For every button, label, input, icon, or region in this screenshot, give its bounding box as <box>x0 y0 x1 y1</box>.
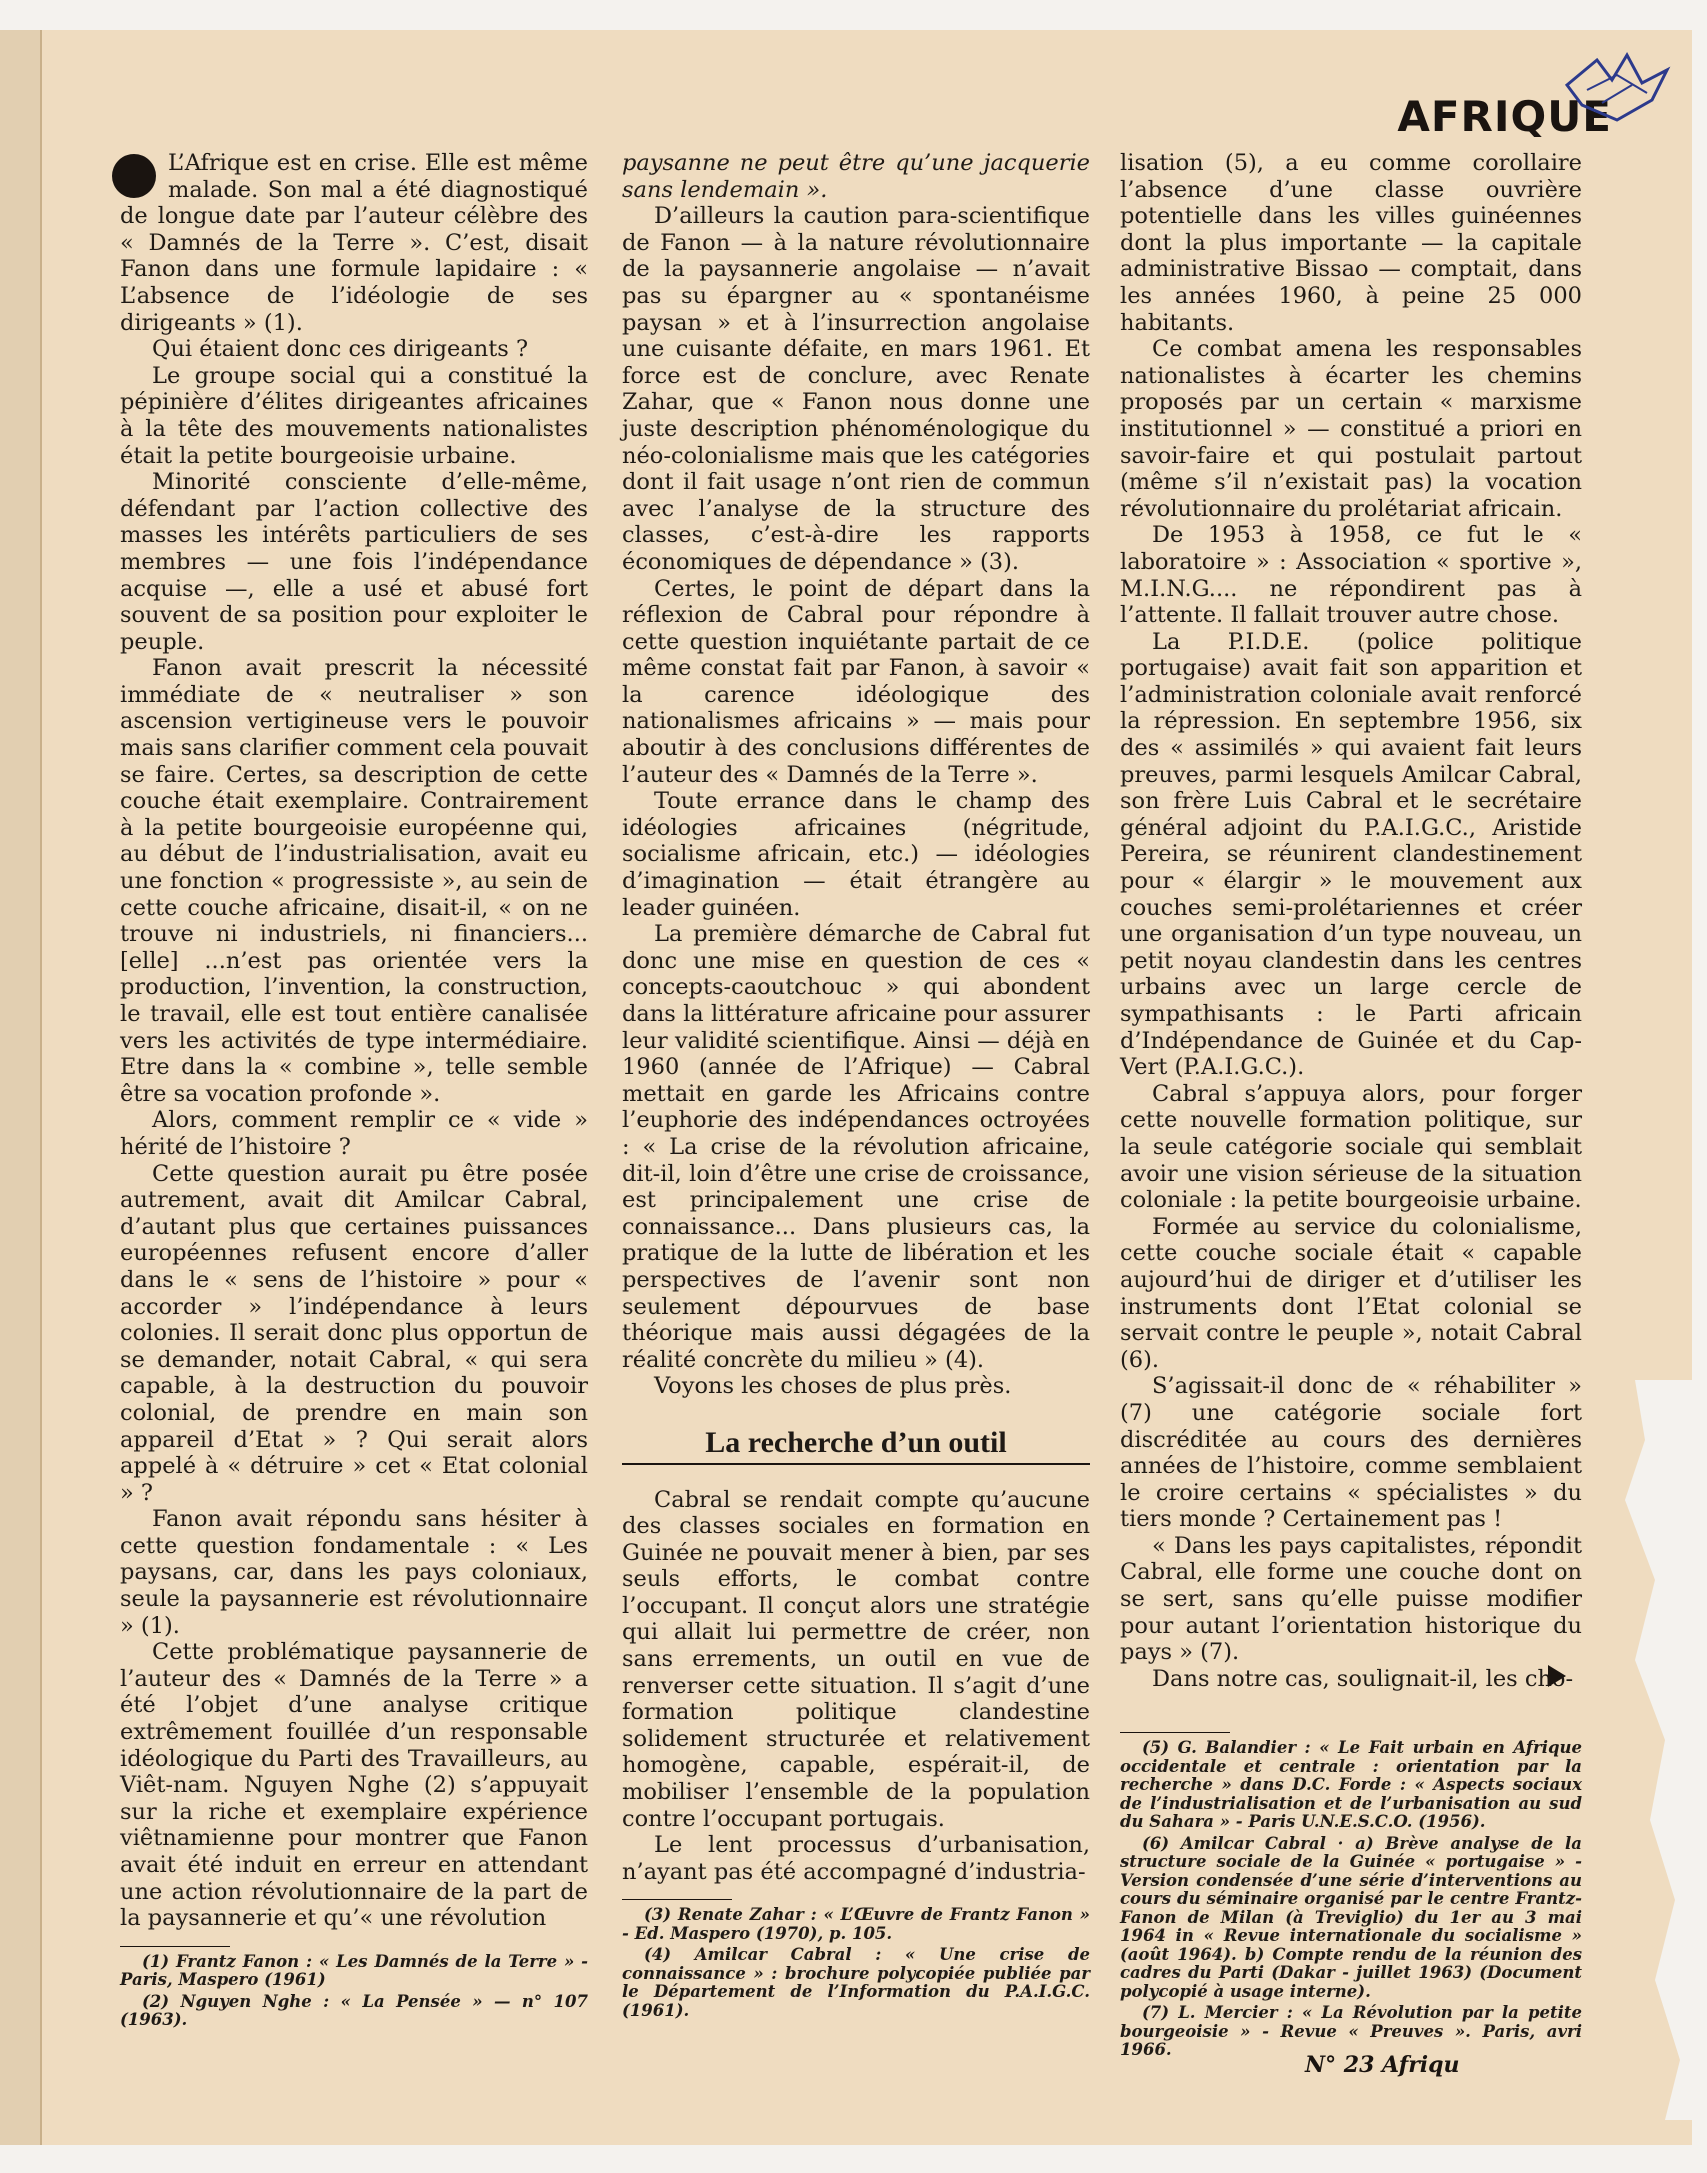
paragraph: Toute errance dans le champ des idéologies africaines (négritude, socialisme africain, etc.) — idéologies d’imagination — était étrangère au leader guinéen. <box>622 788 1090 921</box>
footnote-rule <box>120 1946 230 1947</box>
paragraph: Certes, le point de départ dans la réflexion de Cabral pour répondre à cette question inquiétante partait de ce même constat fait par Fanon, à savoir « la carence idéologique des nationalismes africains » — mais pour aboutir à des conclusions différentes de l’auteur des « Damnés de la Terre ». <box>622 575 1090 788</box>
paragraph: Dans notre cas, soulignait-il, les cho- <box>1152 1665 1574 1692</box>
paragraph: La P.I.D.E. (police politique portugaise) avait fait son apparition et l’administration coloniale avait renforcé la répression. En septembre 1956, six des « assimilés » qui avaient fait leurs preuves, parmi lesquels Amilcar Cabral, son frère Luis Cabral et le secrétaire général adjoint du P.A.I.G.C., Aristide Pereira, se réunirent clandestinement pour « élargir » le mouvement aux couches semi-prolétariennes et créer une organisation d’un type nouveau, un petit noyau clandestin dans les centres urbains avec un large cercle de sympathisants : le Parti africain d’Indépendance de Guinée et du Cap-Vert (P.A.I.G.C.). <box>1120 628 1582 1081</box>
footnotes <box>1120 1739 1582 2060</box>
column-1 <box>120 150 588 2033</box>
paragraph: « Dans les pays capitalistes, répondit Cabral, elle forme une couche dont on se sert, sans qu’elle puisse modifier pour autant l’orientation historique du pays » (7). <box>1120 1532 1582 1666</box>
paragraph: S’agissait-il donc de « réhabiliter » (7) une catégorie sociale fort discréditée au cours des dernières années de l’histoire, comme semblaient le croire certains « spécialistes » du tiers monde ? Certainement pas ! <box>1120 1373 1582 1533</box>
paragraph: Cabral se rendait compte qu’aucune des classes sociales en formation en Guinée ne pouvait mener à bien, par ses seuls efforts, le combat contre l’occupant. Il conçut alors une stratégie qui allait lui permettre de créer, non sans errements, un outil en vue de renverser cette situation. Il s’agit d’une formation politique clandestine solidement structurée et relativement homogène, capable, espérait-il, de mobiliser l’ensemble de la population contre l’occupant portugais. <box>622 1486 1090 1832</box>
paragraph: L’Afrique est en crise. Elle est même malade. Son mal a été diagnostiqué de longue date par l’auteur célèbre des « Damnés de la Terre ». C’est, disait Fanon dans une formule lapidaire : « L’absence de l’idéologie de ses dirigeants » (1). <box>120 150 588 336</box>
footnotes <box>622 1906 1090 2020</box>
paragraph: lisation (5), a eu comme corollaire l’absence d’une classe ouvrière potentielle dans les villes guinéennes dont la plus importante — la capitale administrative Bissao — comptait, dans les années 1960, à peine 25 000 habitants. <box>1120 150 1582 336</box>
footnote: (6) Amilcar Cabral · a) Brève analyse de la structure sociale de la Guinée « portugaise » - Version condensée d’une série d’interventions au cours du séminaire organisé par le centre Frantz-Fanon de Milan (à Treviglio) du 1er au 3 mai 1964 in « Revue internationale du socialisme » (août 1964). b) Compte rendu de la réunion des cadres du Parti (Dakar - juillet 1963) (Document polycopié à usage interne). <box>1120 1833 1582 2001</box>
torn-edge <box>1515 1380 1707 2120</box>
footnote-rule <box>622 1899 732 1900</box>
paragraph: Qui étaient donc ces dirigeants ? <box>152 336 529 363</box>
footnote-rule <box>1120 1732 1230 1733</box>
paragraph: paysanne ne peut être qu’une jacquerie sans lendemain ». <box>622 150 1090 203</box>
paragraph: Alors, comment remplir ce « vide » hérité de l’histoire ? <box>120 1107 588 1160</box>
paragraph: Le groupe social qui a constitué la pépinière d’élites dirigeantes africaines à la tête des mouvements nationalistes était la petite bourgeoisie urbaine. <box>120 362 588 469</box>
section-header: AFRIQUE <box>1397 92 1612 141</box>
footnotes <box>120 1953 588 2030</box>
paragraph: Le lent processus d’urbanisation, n’ayant pas été accompagné d’industria- <box>622 1832 1090 1885</box>
paragraph: D’ailleurs la caution para-scientifique de Fanon — à la nature révolutionnaire de la paysannerie angolaise — n’avait pas su épargner au « spontanéisme paysan » et à l’insurrection angolaise une cuisante défaite, en mars 1961. Et force est de conclure, avec Renate Zahar, que « Fanon nous donne une juste description phénoménologique du néo-colonialisme mais que les catégories dont il fait usage n’ont rien de commun avec l’analyse de la structure des classes, c’est-à-dire les rapports économiques de dépendance » (3). <box>622 203 1090 575</box>
footnote: (5) G. Balandier : « Le Fait urbain en Afrique occidentale et centrale : orientation par la recherche » dans D.C. Forde : « Aspects sociaux de l’industrialisation et de l’urbanisation au sud du Sahara » - Paris U.N.E.S.C.O. (1956). <box>1120 1738 1582 1832</box>
footnote: (3) Renate Zahar : « L’Œuvre de Frantz Fanon » - Ed. Maspero (1970), p. 105. <box>622 1905 1090 1943</box>
bullet-icon <box>112 154 156 198</box>
ink-stamp-icon <box>1557 45 1677 130</box>
footnote: (2) Nguyen Nghe : « La Pensée » — n° 107 (1963). <box>120 1991 588 2030</box>
paragraph: La première démarche de Cabral fut donc une mise en question de ces « concepts-caoutchouc » qui abondent dans la littérature africaine pour assurer leur validité scientifique. Ainsi — déjà en 1960 (année de l’Afrique) — Cabral mettait en garde les Africains contre l’euphorie des indépendances octroyées : « La crise de la révolution africaine, dit-il, loin d’être une crise de croissance, est principalement une crise de connaissance... Dans plusieurs cas, la pratique de la lutte de libération et les perspectives de l’avenir sont non seulement dépourvues de base théorique mais aussi dégagées de la réalité concrète du milieu » (4). <box>622 921 1090 1373</box>
paragraph: Formée au service du colonialisme, cette couche sociale était « capable aujourd’hui de diriger et d’utiliser les instruments dont l’Etat colonial se servait contre le peuple », notait Cabral (6). <box>1120 1213 1582 1373</box>
footnote: (1) Frantz Fanon : « Les Damnés de la Terre » - Paris, Maspero (1961) <box>120 1951 588 1990</box>
paragraph: Ce combat amena les responsables nationalistes à écarter les chemins proposés par un certain « marxisme institutionnel » — constitué a priori en savoir-faire et qui postulait partout (même s’il n’existait pas) la vocation révolutionnaire du prolétariat africain. <box>1120 336 1582 522</box>
column-2 <box>622 150 1090 2023</box>
column-3 <box>1120 150 1582 2063</box>
paragraph: Fanon avait prescrit la nécessité immédiate de « neutraliser » son ascension vertigineuse vers le pouvoir mais sans clarifier comment cela pouvait se faire. Certes, sa description de cette couche était exemplaire. Contrairement à la petite bourgeoisie européenne qui, au début de l’industrialisation, avait eu une fonction « progressiste », au sein de cette couche africaine, disait-il, « on ne trouve ni industriels, ni financiers... [elle] ...n’est pas orientée vers la production, l’invention, la construction, le travail, elle est tout entière canalisée vers les activités de type intermédiaire. Etre dans la « combine », telle semble être sa vocation profonde ». <box>120 655 588 1107</box>
paragraph: Cabral s’appuya alors, pour forger cette nouvelle formation politique, sur la seule catégorie sociale qui semblait avoir une vision sérieuse de la situation coloniale : la petite bourgeoisie urbaine. <box>1120 1080 1582 1214</box>
footnote: (4) Amilcar Cabral : « Une crise de connaissance » : brochure polycopiée publiée par le Département de l’Information du P.A.I.G.C. (1961). <box>622 1945 1090 2020</box>
paragraph: Cette question aurait pu être posée autrement, avait dit Amilcar Cabral, d’autant plus que certaines puissances européennes refusent encore d’aller dans le « sens de l’histoire » pour « accorder » l’indépendance à leurs colonies. Il serait donc plus opportun de se demander, notait Cabral, « qui sera capable, à la destruction du pouvoir colonial, de prendre en main son appareil d’Etat » ? Qui serait alors appelé à « détruire » cet « Etat colonial » ? <box>120 1160 588 1506</box>
paragraph: Voyons les choses de plus près. <box>654 1373 1012 1400</box>
footnote: (7) L. Mercier : « La Révolution par la petite bourgeoisie » - Revue « Preuves ». Paris, avri 1966. <box>1120 2003 1582 2060</box>
page-footer: N° 23 Afriqu <box>1305 2052 1460 2078</box>
section-subheading: La recherche d’un outil <box>622 1430 1090 1465</box>
paragraph: Minorité consciente d’elle-même, défendant par l’action collective des masses les intérêts particuliers de ses membres — une fois l’indépendance acquise —, elle a usé et abusé fort souvent de sa position pour exploiter le peuple. <box>120 469 588 655</box>
previous-page-edge <box>0 30 40 2145</box>
paragraph: De 1953 à 1958, ce fut le « laboratoire » : Association « sportive », M.I.N.G.... ne répondirent pas à l’attente. Il fallait trouver autre chose. <box>1120 522 1582 629</box>
paragraph: Fanon avait répondu sans hésiter à cette question fondamentale : « Les paysans, car, dans les pays coloniaux, seule la paysannerie est révolutionnaire » (1). <box>120 1506 588 1639</box>
paragraph: Cette problématique paysannerie de l’auteur des « Damnés de la Terre » a été l’objet d’une analyse critique extrêmement fouillée d’un responsable idéologique du Parti des Travailleurs, au Viêt-nam. Nguyen Nghe (2) s’appuyait sur la riche et exemplaire expérience viêtnamienne pour montrer que Fanon avait été induit en erreur en attendant une action révolutionnaire de la part de la paysannerie et qu’« une révolution <box>120 1639 588 1932</box>
